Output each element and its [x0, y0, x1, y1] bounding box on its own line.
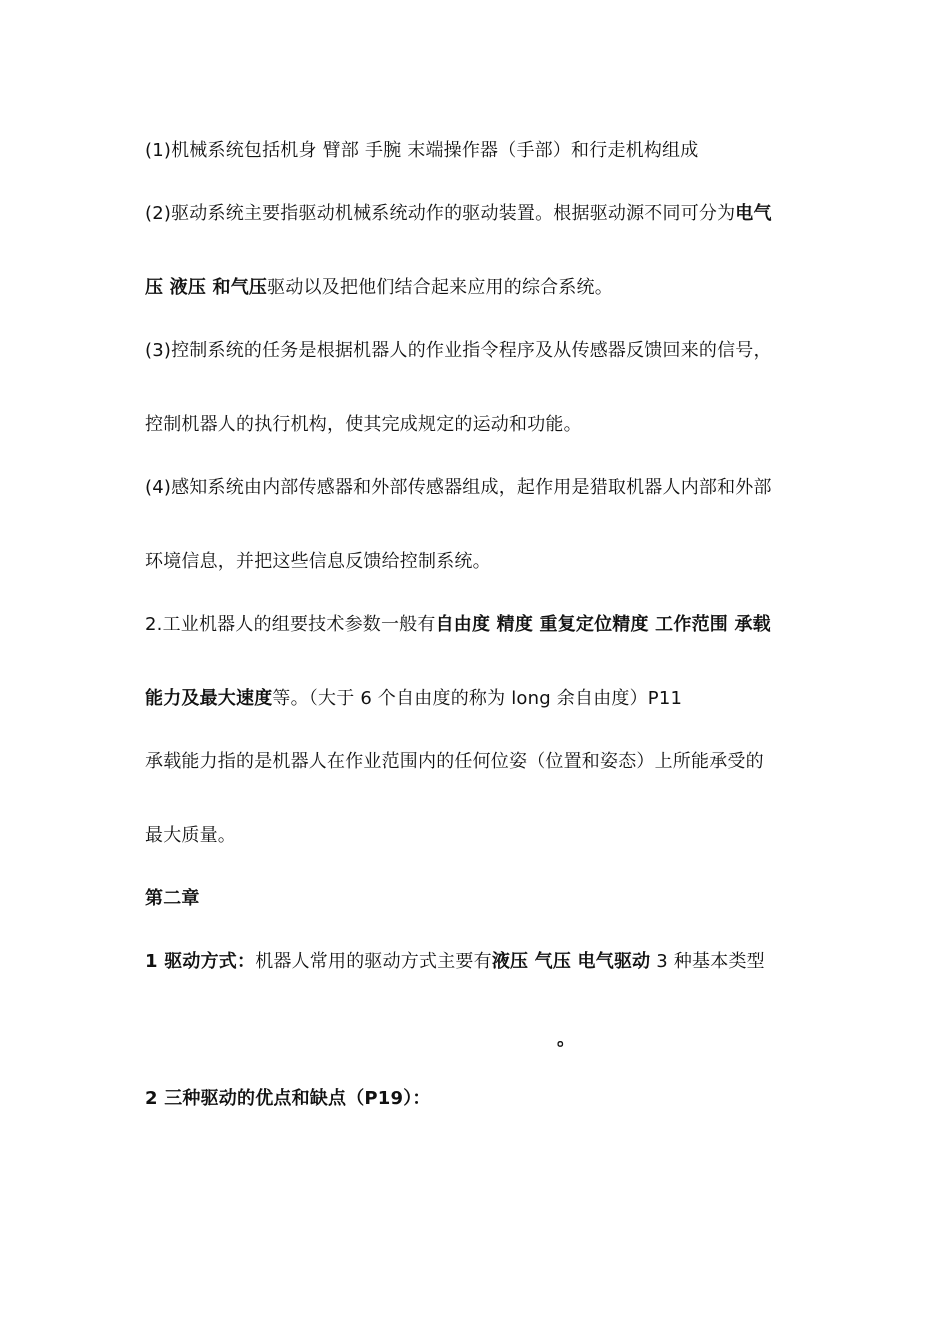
text-line-2 [145, 202, 772, 226]
text-segment: 环境信息，并把这些信息反馈给控制系统。 [145, 551, 491, 572]
text-segment: 等。（大于 6 个自由度的称为 long 余自由度）P11 [272, 688, 683, 709]
text-line-1 [145, 139, 698, 163]
text-line-13 [145, 950, 765, 974]
text-line-4 [145, 339, 772, 363]
bold-text-segment: 第二章 [145, 888, 200, 909]
text-line-10 [145, 750, 764, 774]
text-line-7 [145, 550, 491, 574]
text-segment: (1)机械系统包括机身 臂部 手腕 末端操作器（手部）和行走机构组成 [145, 140, 699, 161]
bold-text-segment: 2 三种驱动的优点和缺点（P19）： [145, 1088, 431, 1109]
text-segment: 机器人常用的驱动方式主要有 [255, 951, 492, 972]
chapter-heading [145, 887, 200, 911]
bold-text-segment: 自由度 精度 重复定位精度 工作范围 承载 [435, 614, 771, 635]
text-line-15 [145, 1087, 431, 1111]
bold-text-segment: 电气 [735, 203, 772, 224]
text-segment: (2)驱动系统主要指驱动机械系统动作的驱动装置。根据驱动源不同可分为 [145, 203, 736, 224]
bold-text-segment: 1 驱动方式： [145, 951, 256, 972]
text-line-6 [145, 476, 772, 500]
bold-text-segment: 压 液压 和气压 [145, 277, 268, 298]
text-line-9 [145, 687, 682, 711]
text-line-5 [145, 413, 582, 437]
bold-text-segment: 能力及最大速度 [145, 688, 273, 709]
text-segment: (4)感知系统由内部传感器和外部传感器组成，起作用是猎取机器人内部和外部 [145, 477, 772, 498]
text-segment: (3)控制系统的任务是根据机器人的作业指令程序及从传感器反馈回来的信号， [145, 340, 772, 361]
text-segment: 驱动以及把他们结合起来应用的综合系统。 [267, 277, 613, 298]
text-line-11 [145, 824, 236, 848]
text-line-14 [557, 1028, 575, 1052]
bold-text-segment: 。 [557, 1029, 576, 1050]
text-line-8 [145, 613, 771, 637]
text-segment: 2.工业机器人的组要技术参数一般有 [145, 614, 436, 635]
text-segment: 承载能力指的是机器人在作业范围内的任何位姿（位置和姿态）上所能承受的 [145, 751, 764, 772]
text-segment: 控制机器人的执行机构，使其完成规定的运动和功能。 [145, 414, 582, 435]
text-segment: 最大质量。 [145, 825, 236, 846]
text-line-3 [145, 276, 613, 300]
bold-text-segment: 液压 气压 电气驱动 [491, 951, 651, 972]
text-segment: 3 种基本类型 [650, 951, 765, 972]
